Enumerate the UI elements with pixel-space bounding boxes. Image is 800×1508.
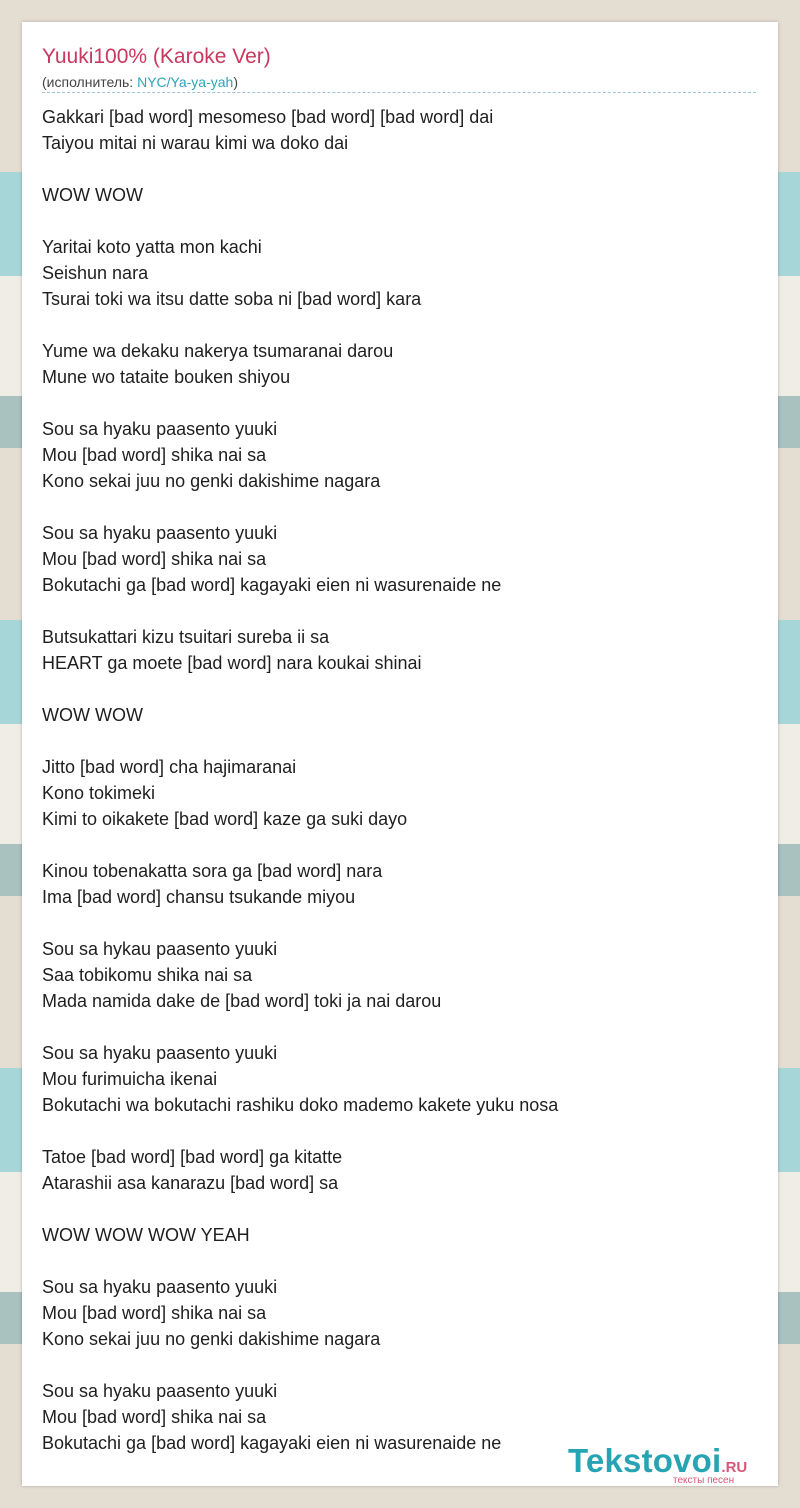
- lyrics-line: Tatoe [bad word] [bad word] ga kitatte: [42, 1147, 343, 1167]
- lyrics-stanza: [42, 1040, 756, 1118]
- lyrics-stanza: [42, 1274, 756, 1352]
- lyrics-line: Yaritai koto yatta mon kachi: [42, 237, 262, 257]
- lyrics-line: Atarashii asa kanarazu [bad word] sa: [42, 1173, 339, 1193]
- lyrics-line: Sou sa hyaku paasento yuuki: [42, 1043, 278, 1063]
- lyrics-stanza: [42, 234, 756, 312]
- lyrics-stanza: [42, 624, 756, 676]
- lyrics-line: WOW WOW: [42, 705, 143, 725]
- lyrics-stanza: [42, 338, 756, 390]
- lyrics-stanza: [42, 936, 756, 1014]
- lyrics-line: Mou [bad word] shika nai sa: [42, 445, 267, 465]
- lyrics-stanza: [42, 754, 756, 832]
- lyrics-line: Bokutachi ga [bad word] kagayaki eien ni wasurenaide ne: [42, 575, 502, 595]
- lyrics-line: Mou [bad word] shika nai sa: [42, 1407, 267, 1427]
- lyrics-line: Tsurai toki wa itsu datte soba ni [bad word] kara: [42, 289, 422, 309]
- site-logo[interactable]: [568, 1443, 778, 1491]
- lyrics-line: Mou [bad word] shika nai sa: [42, 549, 267, 569]
- lyrics-line: Ima [bad word] chansu tsukande miyou: [42, 887, 356, 907]
- lyrics-stanza: [42, 520, 756, 598]
- lyrics-line: Kinou tobenakatta sora ga [bad word] nara: [42, 861, 383, 881]
- lyrics-line: HEART ga moete [bad word] nara koukai shinai: [42, 653, 422, 673]
- title-divider: [42, 92, 756, 93]
- lyrics-line: Seishun nara: [42, 263, 149, 283]
- lyrics-line: Bokutachi wa bokutachi rashiku doko mademo kakete yuku nosa: [42, 1095, 559, 1115]
- artist-link[interactable]: NYC/Ya-ya-yah: [137, 74, 234, 90]
- lyrics-line: Gakkari [bad word] mesomeso [bad word] [bad word] dai: [42, 107, 494, 127]
- lyrics-line: Butsukattari kizu tsuitari sureba ii sa: [42, 627, 330, 647]
- artist-prefix: (исполнитель:: [42, 74, 138, 90]
- lyrics-line: Sou sa hyaku paasento yuuki: [42, 1277, 278, 1297]
- logo-tld: .RU: [721, 1459, 748, 1476]
- lyrics-stanza: [42, 104, 756, 156]
- lyrics-line: Saa tobikomu shika nai sa: [42, 965, 253, 985]
- lyrics-stanza: [42, 182, 756, 208]
- artist-suffix: ): [233, 74, 238, 90]
- lyrics-line: Kimi to oikakete [bad word] kaze ga suki dayo: [42, 809, 408, 829]
- lyrics-line: Bokutachi ga [bad word] kagayaki eien ni wasurenaide ne: [42, 1433, 502, 1453]
- lyrics-stanza: [42, 858, 756, 910]
- lyrics-line: Mou furimuicha ikenai: [42, 1069, 218, 1089]
- lyrics-stanza: [42, 1222, 756, 1248]
- logo-word: Tekstovoi: [568, 1442, 722, 1479]
- lyrics-line: Taiyou mitai ni warau kimi wa doko dai: [42, 133, 349, 153]
- lyrics-line: Kono sekai juu no genki dakishime nagara: [42, 1329, 381, 1349]
- lyrics-line: Sou sa hykau paasento yuuki: [42, 939, 278, 959]
- lyrics-stanza: [42, 416, 756, 494]
- lyrics-line: Mada namida dake de [bad word] toki ja nai darou: [42, 991, 442, 1011]
- lyrics-line: Mune wo tataite bouken shiyou: [42, 367, 291, 387]
- lyrics-line: WOW WOW WOW YEAH: [42, 1225, 250, 1245]
- logo-tagline: тексты песен: [673, 1475, 735, 1486]
- lyrics-line: Kono sekai juu no genki dakishime nagara: [42, 471, 381, 491]
- lyrics-line: Yume wa dekaku nakerya tsumaranai darou: [42, 341, 394, 361]
- lyrics-line: Jitto [bad word] cha hajimaranai: [42, 757, 297, 777]
- lyrics-line: Sou sa hyaku paasento yuuki: [42, 419, 278, 439]
- lyrics-line: Sou sa hyaku paasento yuuki: [42, 1381, 278, 1401]
- lyrics-line: Mou [bad word] shika nai sa: [42, 1303, 267, 1323]
- lyrics-line: Kono tokimeki: [42, 783, 156, 803]
- song-title: Yuuki100% (Karoke Ver): [42, 45, 271, 68]
- lyrics-stanza: [42, 1144, 756, 1196]
- lyrics-line: Sou sa hyaku paasento yuuki: [42, 523, 278, 543]
- artist-line: [42, 73, 238, 91]
- lyrics-stanza: [42, 702, 756, 728]
- lyrics-card: [22, 22, 778, 1486]
- lyrics-line: WOW WOW: [42, 185, 143, 205]
- lyrics-text: [42, 104, 756, 1482]
